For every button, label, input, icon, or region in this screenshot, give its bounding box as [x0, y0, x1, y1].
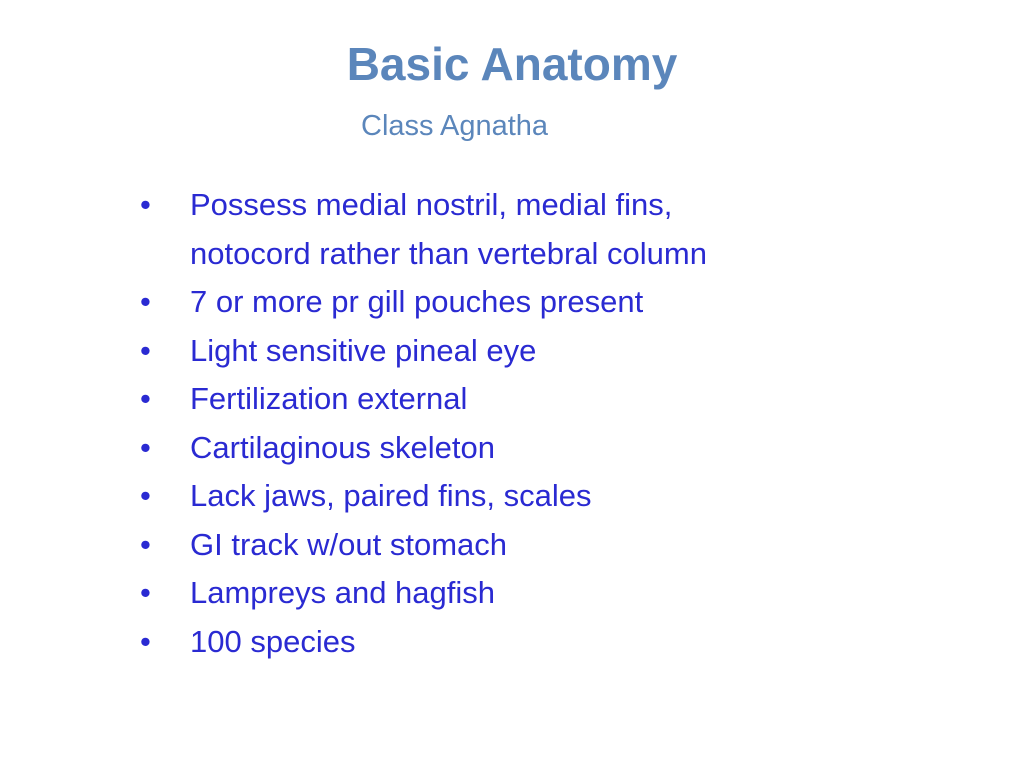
bullet-dot-icon: • — [140, 332, 151, 368]
bullet-list — [140, 181, 900, 666]
bullet-item — [140, 375, 900, 424]
bullet-text: Possess medial nostril, medial fins, — [190, 187, 673, 222]
bullet-text: Lampreys and hagfish — [190, 575, 496, 610]
bullet-text: 100 species — [190, 623, 356, 659]
bullet-text: Cartilaginous skeleton — [190, 429, 496, 465]
bullet-item — [140, 424, 900, 473]
bullet-dot-icon: • — [140, 429, 151, 465]
bullet-text: GI track w/out stomach — [190, 526, 507, 562]
bullet-item — [140, 618, 900, 667]
bullet-dot-icon: • — [140, 284, 151, 319]
bullet-text: 7 or more pr gill pouches present — [190, 284, 644, 319]
bullet-item — [140, 569, 900, 618]
bullet-item — [140, 521, 900, 570]
bullet-text: Light sensitive pineal eye — [190, 332, 537, 368]
bullet-dot-icon: • — [140, 187, 151, 222]
bullet-text: Lack jaws, paired fins, scales — [190, 478, 592, 513]
bullet-dot-icon: • — [140, 478, 151, 513]
bullet-item — [140, 327, 900, 376]
bullet-text: Fertilization external — [190, 381, 468, 416]
bullet-text: notocord rather than vertebral column — [190, 235, 707, 271]
bullet-dot-icon: • — [140, 526, 151, 562]
bullet-item — [140, 472, 900, 521]
bullet-item — [140, 278, 900, 327]
bullet-dot-icon: • — [140, 381, 151, 416]
bullet-dot-icon: • — [140, 575, 151, 610]
slide-title: Basic Anatomy — [346, 38, 678, 90]
bullet-item — [140, 181, 900, 278]
slide-subtitle: Class Agnatha — [361, 110, 549, 142]
bullet-dot-icon: • — [140, 623, 151, 659]
